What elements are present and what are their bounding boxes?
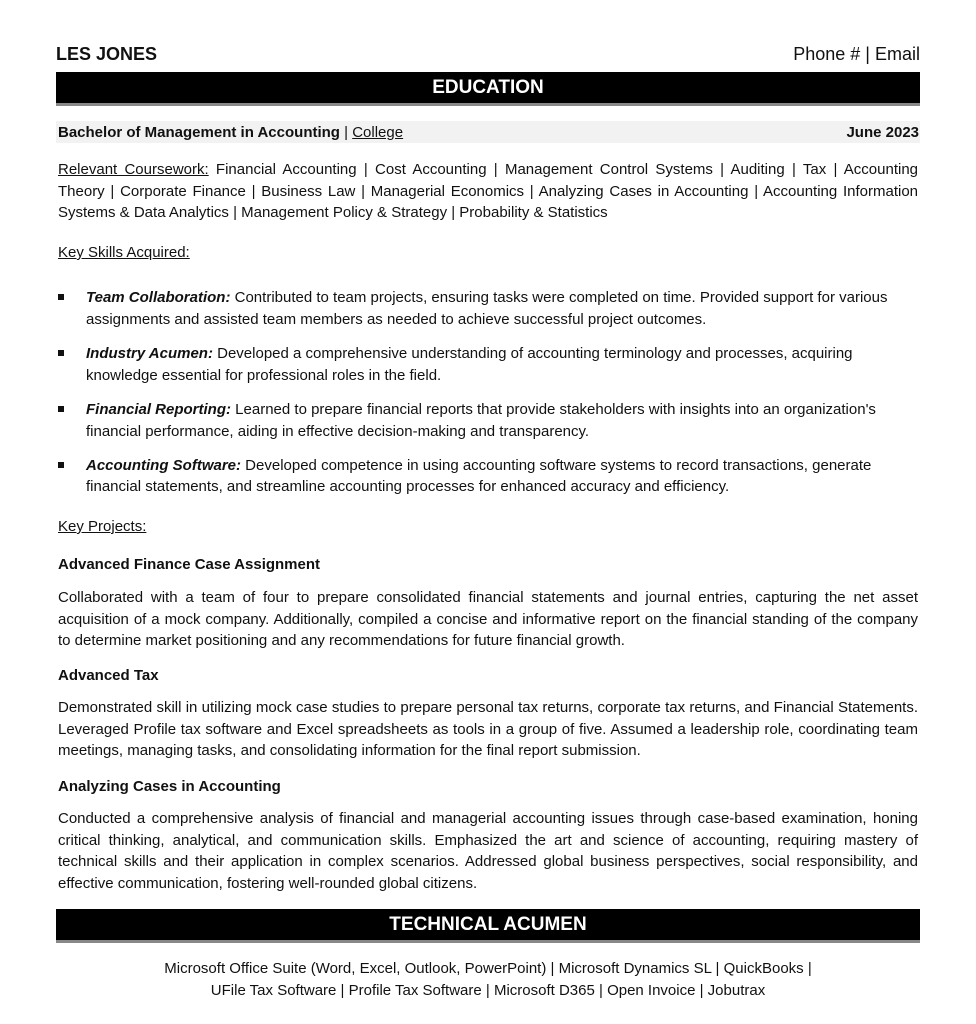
skill-term: Accounting Software:: [86, 456, 242, 474]
list-item: [58, 343, 920, 386]
technical-skills-list: [56, 958, 920, 1001]
list-item: [58, 455, 920, 498]
education-section-heading: EDUCATION: [56, 72, 920, 106]
degree-title: Bachelor of Management in Accounting: [58, 123, 340, 141]
skill-description: Developed a comprehensive understanding of accounting terminology and processes, acquiring knowledge essential for professional roles in the field.: [86, 344, 853, 384]
resume-header: [56, 44, 920, 70]
project-description: Conducted a comprehensive analysis of financial and managerial accounting issues through case-based examination, honing critical thinking, analytical, and communication skills. Emphasized the art and science of accounting, requiring mastery of technical skills and their application in complex scenarios. Addressed global business perspectives, social responsibility, and effective communication, fostering well-rounded global citizens.: [58, 810, 918, 893]
key-skills-heading: Key Skills Acquired:: [58, 244, 190, 261]
project-description: Demonstrated skill in utilizing mock case studies to prepare personal tax returns, corporate tax returns, and Financial Statements. Leveraged Profile tax software and Excel spreadsheets as tools in a group of five. Assumed a leadership role, coordinating team meetings, managing tasks, and consolidating information for the final report submission.: [58, 699, 918, 760]
skill-description: Contributed to team projects, ensuring tasks were completed on time. Provided support for various assignments and assisted team members as needed to achieve successful project outcomes.: [86, 289, 888, 328]
skill-term: Industry Acumen:: [86, 344, 213, 362]
project-title: Advanced Finance Case Assignment: [58, 556, 321, 573]
contact-info: Phone # | Email: [793, 44, 920, 64]
project-title: Advanced Tax: [58, 667, 159, 684]
technical-skills-line-1: Microsoft Office Suite (Word, Excel, Outlook, PowerPoint) | Microsoft Dynamics SL | QuickBooks |: [164, 960, 812, 977]
list-item: [58, 399, 920, 442]
coursework-label: Relevant Coursework:: [58, 161, 209, 178]
square-bullet-icon: [58, 462, 64, 468]
graduation-date: June 2023: [846, 123, 919, 141]
degree-row: [56, 121, 920, 143]
skill-description: Learned to prepare financial reports that provide stakeholders with insights into an organization's financial performance, aiding in effective decision-making and transparency.: [86, 400, 876, 440]
degree-separator: |: [339, 123, 353, 141]
square-bullet-icon: [58, 350, 64, 356]
technical-acumen-section-heading: TECHNICAL ACUMEN: [56, 909, 920, 943]
skills-list: [58, 287, 920, 511]
relevant-coursework: [58, 159, 918, 224]
list-item: [58, 287, 920, 330]
degree-line: [56, 124, 403, 141]
skill-description: Developed competence in using accounting software systems to record transactions, generate financial statements, and streamline accounting processes for enhanced accuracy and efficiency.: [86, 456, 872, 496]
square-bullet-icon: [58, 294, 64, 300]
key-projects-heading: Key Projects:: [58, 518, 147, 535]
institution-name: College: [352, 123, 404, 141]
skill-term: Team Collaboration:: [86, 289, 231, 306]
square-bullet-icon: [58, 406, 64, 412]
skill-term: Financial Reporting:: [86, 400, 232, 418]
project-title: Analyzing Cases in Accounting: [58, 778, 281, 795]
candidate-name: LES JONES: [56, 44, 158, 64]
project-description: Collaborated with a team of four to prepare consolidated financial statements and journal entries, capturing the net asset acquisition of a mock company. Additionally, compiled a concise and informative report on the financial standing of the company to determine market positioning and any recommendations for future financial growth.: [58, 589, 918, 650]
coursework-list: Financial Accounting | Cost Accounting | Management Control Systems | Auditing | Tax | Accounting Theory | Corporate Finance | Business Law | Managerial Economics | Analyzing Cases in Accounting | Accounting Information Systems & Data Analytics | Management Policy & Strategy | Probability & Statistics: [58, 161, 919, 222]
technical-skills-line-2: UFile Tax Software | Profile Tax Software | Microsoft D365 | Open Invoice | Jobutrax: [210, 981, 766, 999]
